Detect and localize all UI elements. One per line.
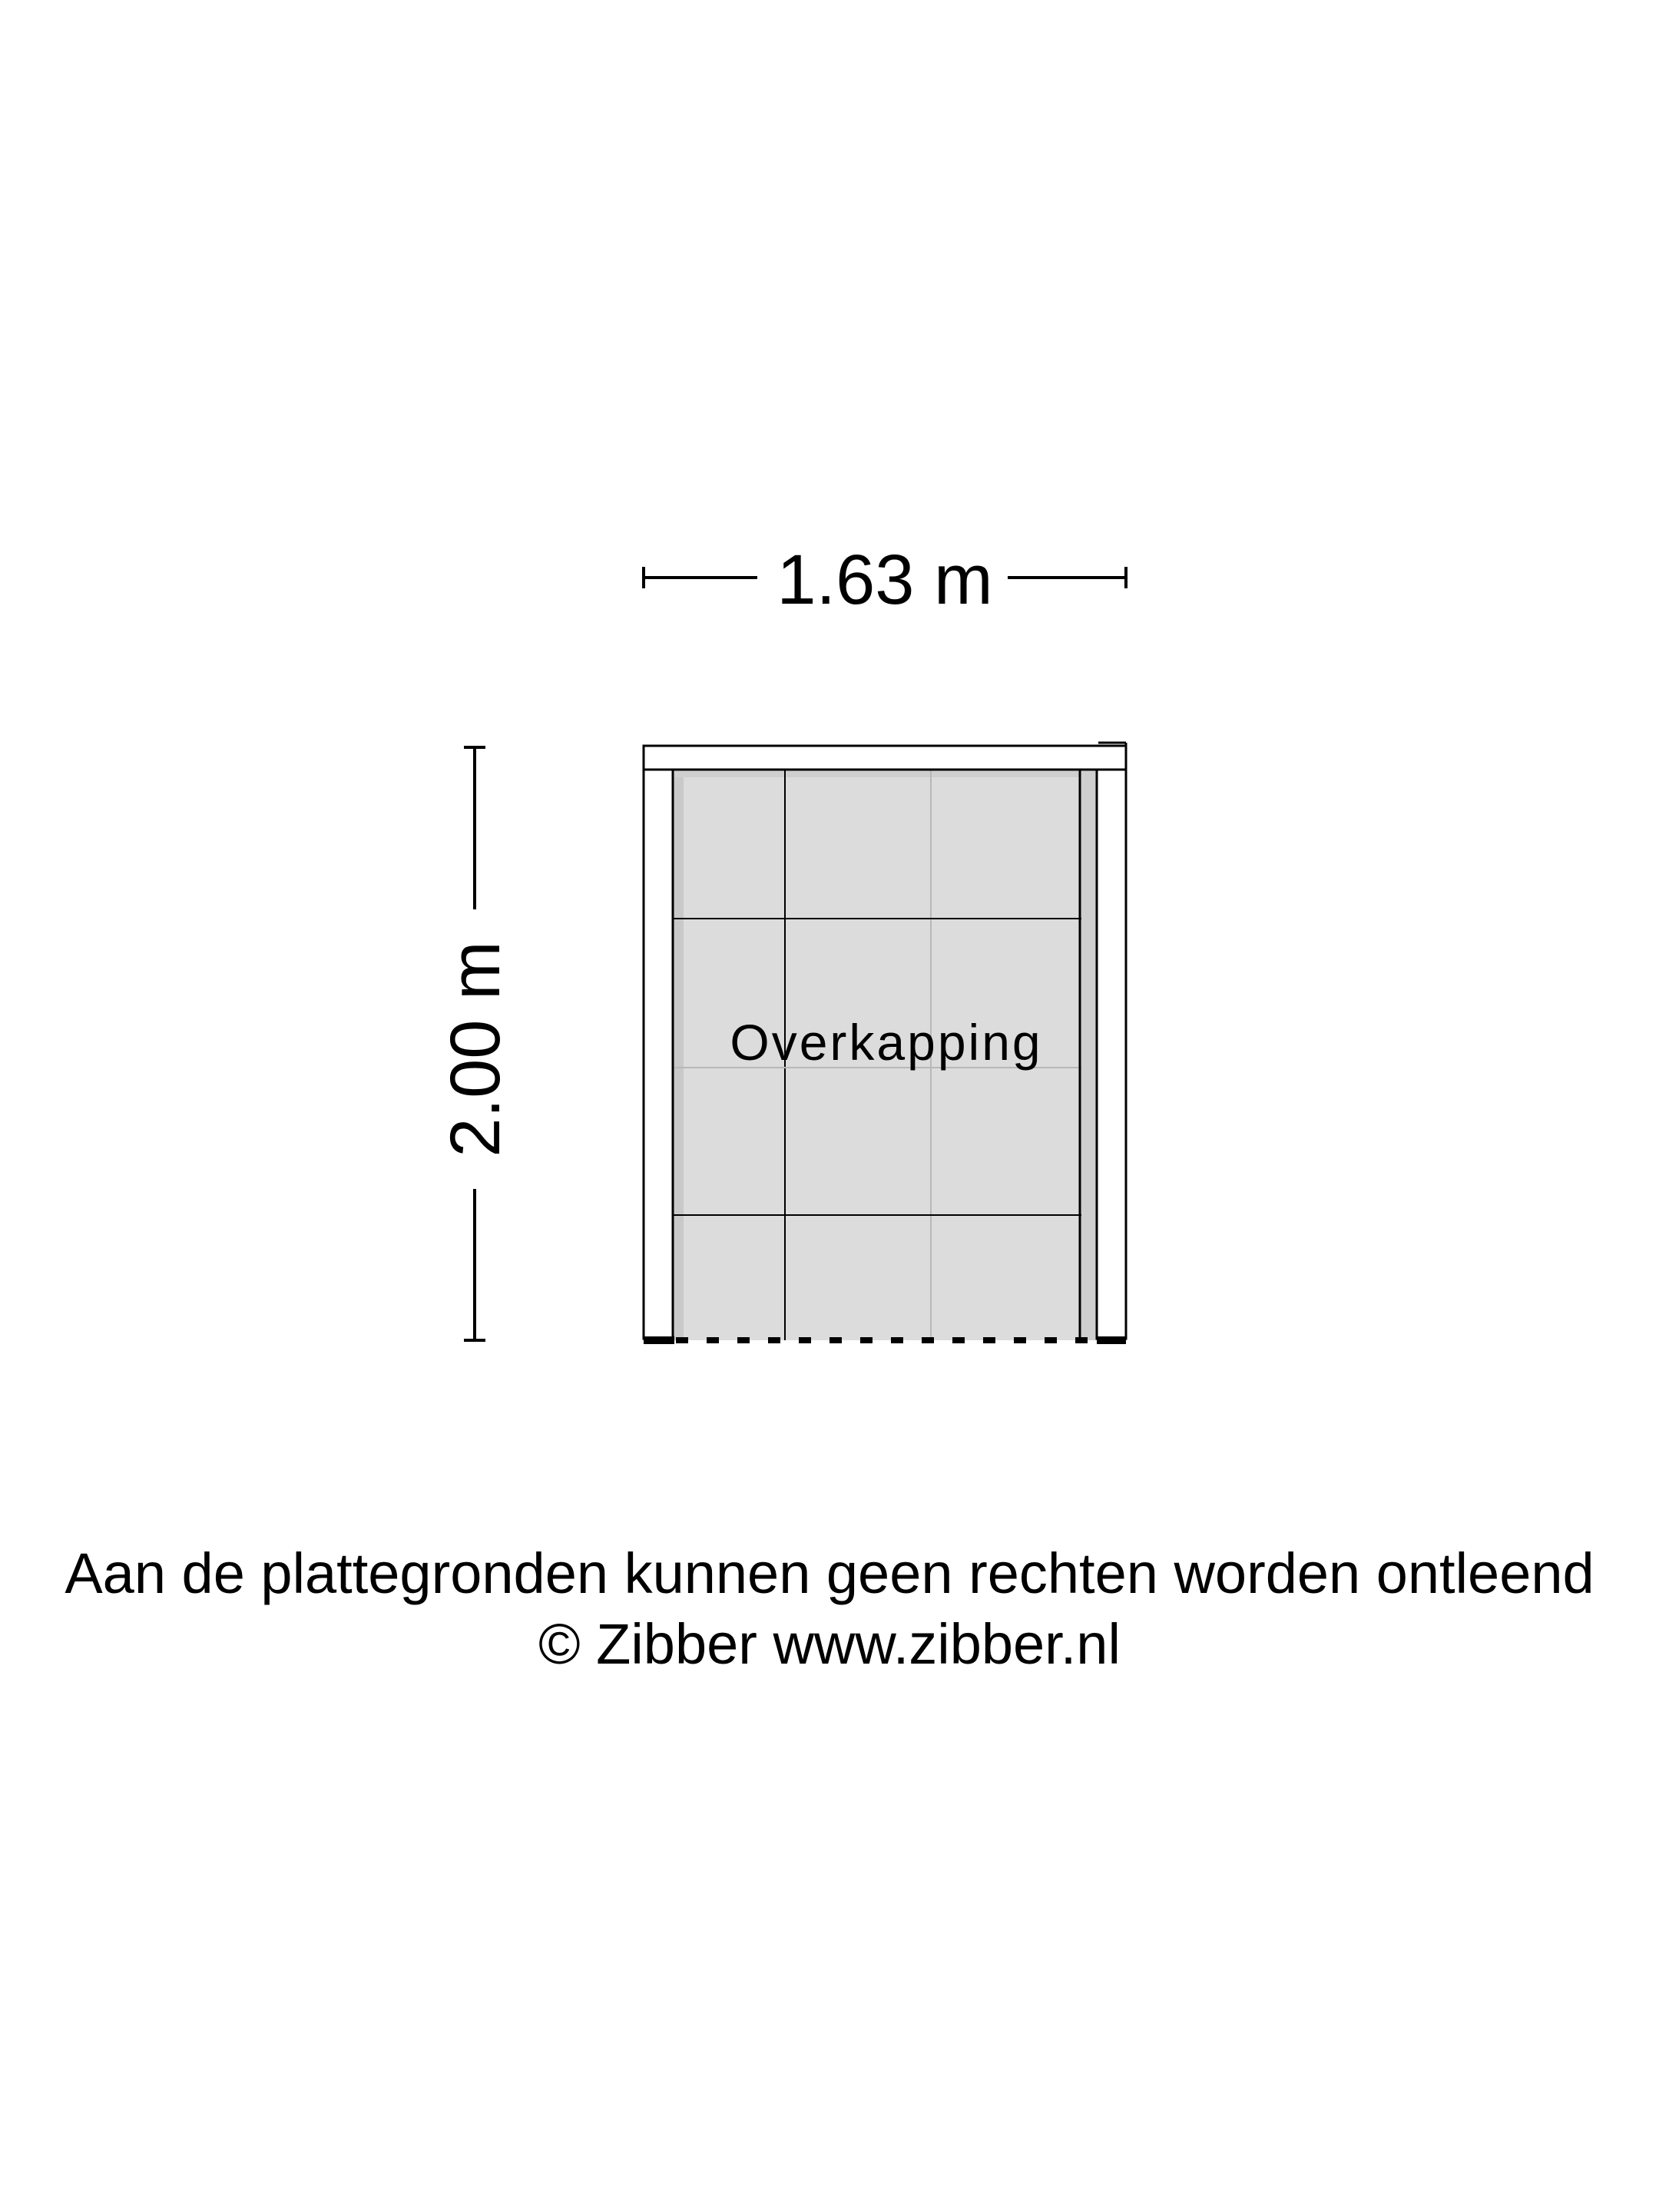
floor-shade-left: [673, 770, 684, 1340]
room-label: Overkapping: [730, 1014, 1043, 1071]
disclaimer-text: Aan de plattegronden kunnen geen rechten worden ontleend: [65, 1541, 1594, 1605]
width-dimension-label: 1.63 m: [777, 541, 993, 619]
depth-dimension-label: 2.00 m: [436, 941, 515, 1157]
left-post: [644, 770, 673, 1339]
inner-post-shade: [1081, 770, 1097, 1340]
post-foot-left: [644, 1336, 674, 1344]
copyright-text: © Zibber www.zibber.nl: [538, 1612, 1121, 1676]
post-foot-right: [1097, 1336, 1126, 1344]
right-post: [1097, 770, 1126, 1339]
top-beam: [644, 746, 1126, 770]
